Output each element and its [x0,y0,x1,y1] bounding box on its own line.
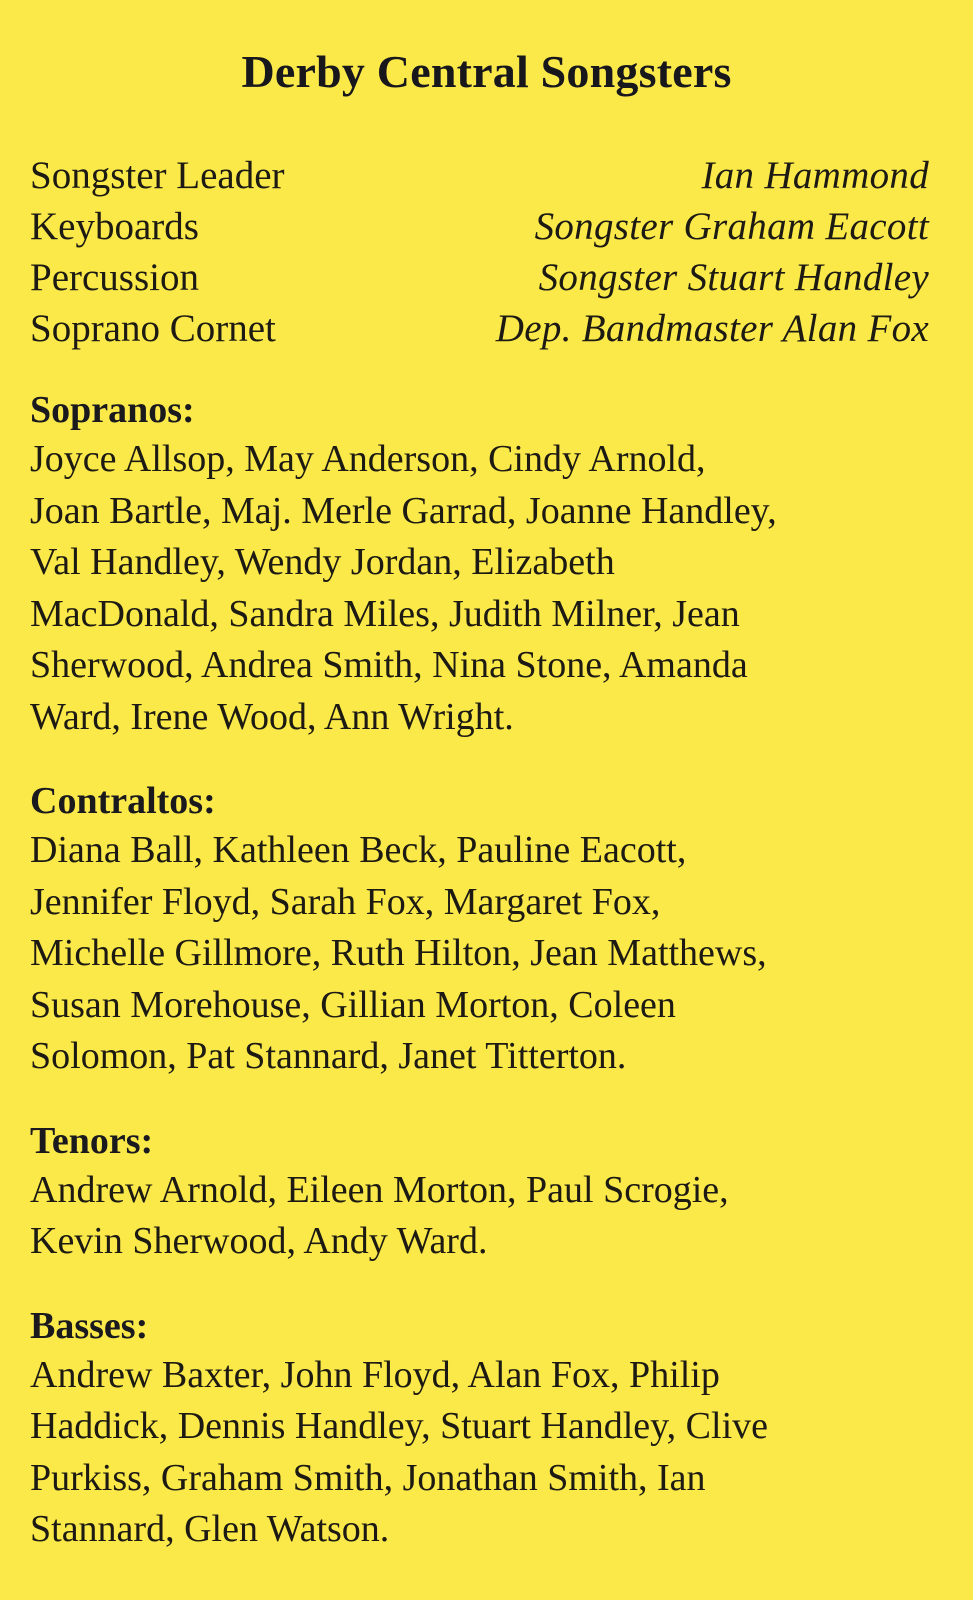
member-line: Kevin Sherwood, Andy Ward. [30,1220,488,1262]
section-heading: Sopranos: [30,389,195,431]
member-line: Stannard, Glen Watson. [30,1508,390,1550]
member-line: Joan Bartle, Maj. Merle Garrad, Joanne Handley, [30,489,777,532]
member-line: Solomon, Pat Stannard, Janet Titterton. [30,1035,627,1077]
section-contraltos [30,777,929,1083]
section-basses [30,1302,929,1556]
member-line: Diana Ball, Kathleen Beck, Pauline Eacott, [30,829,687,871]
member-line: Sherwood, Andrea Smith, Nina Stone, Amanda [30,644,748,686]
credit-name: Dep. Bandmaster Alan Fox [495,307,929,350]
member-line: Andrew Arnold, Eileen Morton, Paul Scrogie, [30,1168,729,1211]
section-heading: Tenors: [30,1119,154,1162]
section-sopranos [30,386,929,743]
credit-role: Soprano Cornet [30,307,276,350]
section-tenors [30,1117,929,1268]
credit-row [30,252,929,303]
credit-row [30,150,929,201]
credit-role: Percussion [30,256,199,299]
section-members [30,1350,929,1556]
member-line: MacDonald, Sandra Miles, Judith Milner, Jean [30,592,740,635]
member-line: Michelle Gillmore, Ruth Hilton, Jean Matthews, [30,932,767,974]
member-line: Haddick, Dennis Handley, Stuart Handley, Clive [30,1405,769,1447]
credit-row [30,303,929,354]
member-line: Purkiss, Graham Smith, Jonathan Smith, Ian [30,1456,706,1499]
credit-row [30,201,929,252]
credit-name: Songster Stuart Handley [538,256,929,299]
section-members [30,1165,929,1268]
section-heading: Basses: [30,1304,149,1347]
section-heading: Contraltos: [30,780,216,822]
section-members [30,434,929,743]
member-line: Joyce Allsop, May Anderson, Cindy Arnold, [30,438,706,480]
member-line: Andrew Baxter, John Floyd, Alan Fox, Philip [30,1353,720,1396]
section-members [30,825,929,1083]
voice-sections [30,386,929,1556]
credit-role: Songster Leader [30,154,285,197]
page-title: Derby Central Songsters [241,46,732,97]
member-line: Susan Morehouse, Gillian Morton, Coleen [30,983,676,1026]
credit-role: Keyboards [30,205,199,248]
credits-list [30,150,929,354]
credit-name: Songster Graham Eacott [534,205,929,248]
member-line: Jennifer Floyd, Sarah Fox, Margaret Fox, [30,880,661,923]
credit-name: Ian Hammond [701,154,929,197]
member-line: Ward, Irene Wood, Ann Wright. [30,695,514,738]
member-line: Val Handley, Wendy Jordan, Elizabeth [30,541,615,583]
